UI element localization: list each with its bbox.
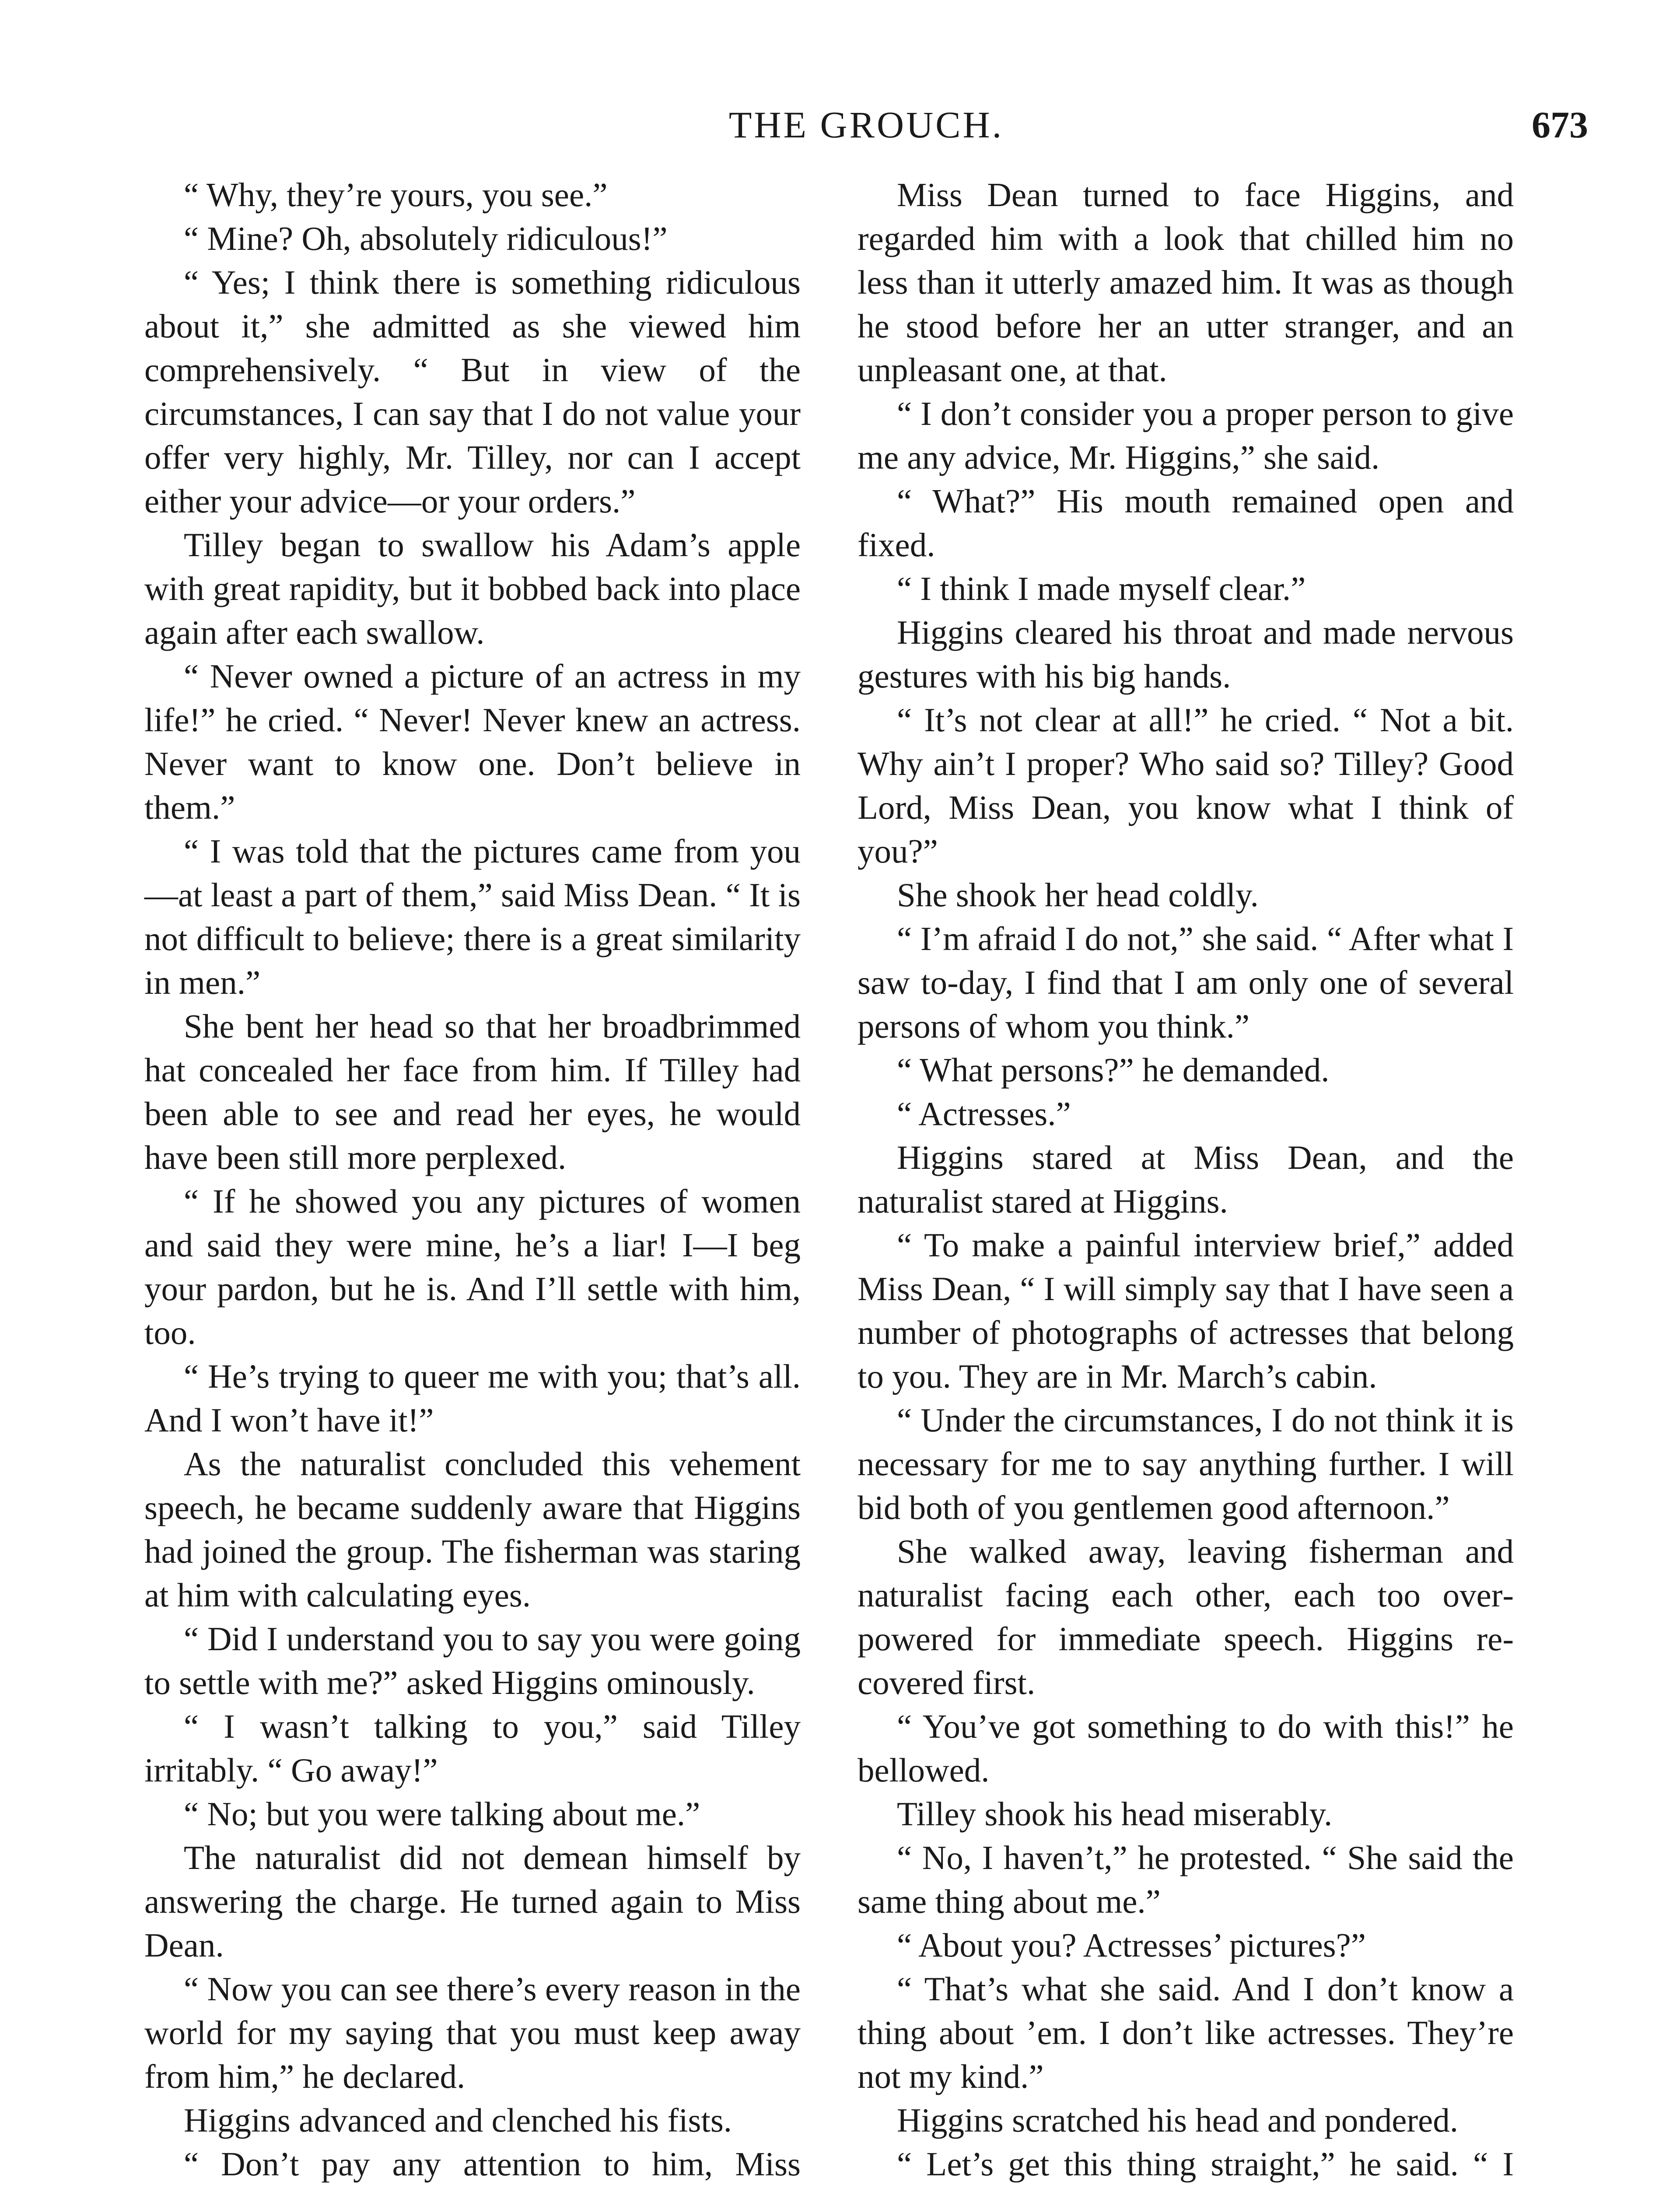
paragraph: “ What persons?” he demanded. xyxy=(897,1051,1330,1089)
page-number: 673 xyxy=(1532,104,1588,146)
paragraph: “ I was told that the pictures came from you—at least a part of them,” said Miss Dean. “ It is not difficult to believe; there is a great similarity in men.” xyxy=(144,832,801,1001)
paragraph: “ About you? Actresses’ pictures?” xyxy=(897,1926,1366,1964)
paragraph: “ He’s trying to queer me with you; that’s all. And I won’t have it!” xyxy=(144,1357,801,1439)
running-head: THE GROUCH. xyxy=(728,104,1004,146)
paragraph: “ You’ve got something to do with this!” he bellowed. xyxy=(858,1708,1514,1789)
paragraph: Tilley shook his head miserably. xyxy=(897,1795,1333,1833)
paragraph: “ Why, they’re yours, you see.” xyxy=(184,176,608,214)
paragraph: “ What?” His mouth remained open and fixed. xyxy=(858,482,1514,564)
paragraph: “ Don’t pay any attention to him, Miss xyxy=(184,2145,801,2183)
paragraph: “ I think I made myself clear.” xyxy=(897,570,1306,607)
page-header xyxy=(144,98,1588,160)
paragraph: She shook her head coldly. xyxy=(897,876,1259,914)
paragraph: “ Under the circumstances, I do not think it is necessary for me to say anything further. I will bid both of you gentlemen good afternoon.” xyxy=(858,1401,1514,1526)
right-column xyxy=(858,173,1514,2188)
paragraph: She walked away, leaving fisherman and naturalist facing each other, each too overpowered for immediate speech. Higgins recovered first. xyxy=(858,1532,1514,1701)
paragraph: Higgins stared at Miss Dean, and the naturalist stared at Higgins. xyxy=(858,1139,1514,1220)
paragraph: “ Now you can see there’s every reason in the world for my saying that you must keep away from him,” he declared. xyxy=(144,1970,801,2095)
paragraph: Tilley began to swallow his Adam’s apple with great rapidity, but it bobbed back into place again after each swallow. xyxy=(144,526,801,651)
paragraph: Miss Dean turned to face Higgins, and regarded him with a look that chilled him no less than it utterly amazed him. It was as though he stood before her an utter stranger, and an unpleasant one, at that. xyxy=(858,176,1514,389)
paragraph: “ Never owned a picture of an actress in my life!” he cried. “ Never! Never knew an actress. Never want to know one. Don’t believe in them.” xyxy=(144,657,801,826)
paragraph: “ Did I understand you to say you were going to settle with me?” asked Higgins ominously. xyxy=(144,1620,801,1701)
paragraph: Higgins cleared his throat and made nervous gestures with his big hands. xyxy=(858,614,1514,695)
left-column xyxy=(144,173,801,2188)
paragraph: “ Yes; I think there is something ridiculous about it,” she admitted as she viewed him comprehensively. “ But in view of the circumstances, I can say that I do not value your offer very highly, Mr. Tilley, nor can I accept either your advice—or your orders.” xyxy=(144,263,801,520)
paragraph: “ It’s not clear at all!” he cried. “ Not a bit. Why ain’t I proper? Who said so? Tilley? Good Lord, Miss Dean, you know what I think of you?” xyxy=(858,701,1514,870)
paragraph: “ If he showed you any pictures of women and said they were mine, he’s a liar! I—I beg your pardon, but he is. And I’ll settle with him, too. xyxy=(144,1182,801,1351)
paragraph: “ I don’t consider you a proper person to give me any advice, Mr. Higgins,” she said. xyxy=(858,395,1514,476)
paragraph: “ That’s what she said. And I don’t know a thing about ’em. I don’t like actresses. They’re not my kind.” xyxy=(858,1970,1514,2095)
paragraph: “ I’m afraid I do not,” she said. “ After what I saw to-day, I find that I am only one of several persons of whom you think.” xyxy=(858,920,1514,1045)
paragraph: “ No, I haven’t,” he protested. “ She said the same thing about me.” xyxy=(858,1839,1514,1920)
paragraph: “ Let’s get this thing straight,” he said. “ I xyxy=(897,2145,1514,2183)
paragraph: “ I wasn’t talking to you,” said Tilley irritably. “ Go away!” xyxy=(144,1708,801,1789)
paragraph: “ No; but you were talking about me.” xyxy=(184,1795,700,1833)
paragraph: “ Mine? Oh, absolutely ridiculous!” xyxy=(184,220,668,257)
paragraph: “ To make a painful interview brief,” added Miss Dean, “ I will simply say that I have seen a number of photographs of actresses that belong to you. They are in Mr. March’s cabin. xyxy=(858,1226,1514,1395)
paragraph: The naturalist did not demean himself by answering the charge. He turned again to Miss Dean. xyxy=(144,1839,801,1964)
paragraph: She bent her head so that her broadbrimmed hat concealed her face from him. If Tilley had been able to see and read her eyes, he would have been still more perplexed. xyxy=(144,1007,801,1176)
paragraph: “ Actresses.” xyxy=(897,1095,1071,1133)
paragraph: Higgins advanced and clenched his fists. xyxy=(184,2101,732,2139)
paragraph: As the naturalist concluded this vehement speech, he became suddenly aware that Higgins had joined the group. The fisherman was staring at him with calculating eyes. xyxy=(144,1445,801,1614)
paragraph: Higgins scratched his head and pondered. xyxy=(897,2101,1458,2139)
